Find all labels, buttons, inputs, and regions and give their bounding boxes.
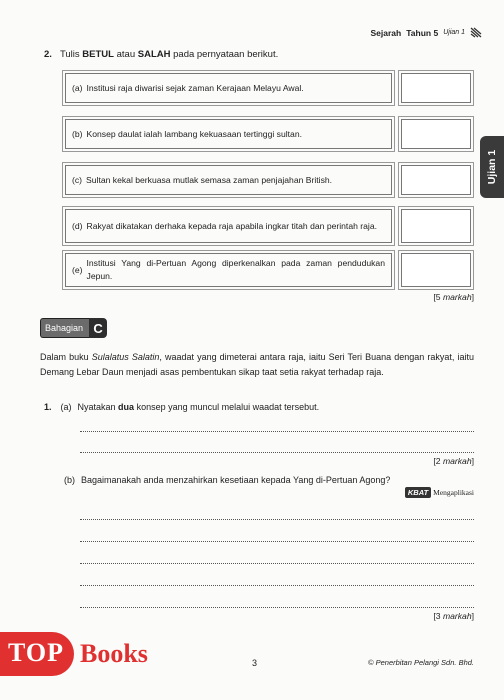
kbat-skill: Mengaplikasi bbox=[433, 488, 474, 497]
passage bbox=[40, 350, 474, 380]
answer-line[interactable] bbox=[80, 585, 474, 586]
side-tab bbox=[480, 136, 504, 198]
answer-box[interactable] bbox=[401, 253, 471, 287]
section-label: Bahagian bbox=[40, 318, 89, 338]
statement-row bbox=[62, 70, 474, 106]
statement-label: (d) bbox=[72, 220, 83, 231]
statement-label: (c) bbox=[72, 174, 83, 185]
betul-word: BETUL bbox=[82, 49, 114, 60]
sub-question-label: (b) bbox=[64, 475, 75, 485]
section-letter: C bbox=[89, 318, 107, 338]
marks-text: ] bbox=[471, 611, 474, 621]
answer-box[interactable] bbox=[401, 209, 471, 243]
question-number: 2. bbox=[44, 49, 52, 60]
question-text: Nyatakan bbox=[77, 402, 119, 412]
marks-text: ] bbox=[471, 456, 474, 466]
passage-text: , waadat yang dimeterai antara raja, iaitu Seri Teri Buana dengan rakyat, iaitu Demang Lebar Daun menjadi asas pembentukan sikap taat setia rakyat terhadap raja. bbox=[40, 352, 474, 377]
statement-box bbox=[65, 253, 392, 287]
marks-text: [3 bbox=[433, 611, 443, 621]
statement-text: Sultan kekal berkuasa mutlak semasa zaman penjajahan British. bbox=[86, 174, 333, 185]
year-label: Tahun 5 bbox=[406, 27, 439, 38]
answer-line[interactable] bbox=[80, 519, 474, 520]
marks-word: markah bbox=[442, 456, 472, 466]
statement-row bbox=[62, 250, 474, 290]
statement-box bbox=[65, 209, 392, 243]
statement-text: Rakyat dikatakan derhaka kepada raja apabila ingkar titah dan perintah raja. bbox=[86, 220, 377, 231]
side-tab-label: Ujian 1 bbox=[486, 149, 498, 185]
salah-word: SALAH bbox=[137, 49, 171, 60]
page-header bbox=[371, 27, 482, 38]
question-2-instruction bbox=[44, 49, 278, 60]
answer-box[interactable] bbox=[401, 119, 471, 149]
statement-text: Konsep daulat ialah lambang kekuasaan tertinggi sultan. bbox=[86, 128, 302, 139]
answer-line[interactable] bbox=[80, 607, 474, 608]
sub-question-label: (a) bbox=[60, 402, 72, 412]
passage-text: Dalam buku bbox=[40, 352, 92, 362]
marks-text: [2 bbox=[433, 456, 443, 466]
marks-word: markah bbox=[442, 611, 472, 621]
marks-text: ] bbox=[471, 292, 474, 302]
publisher-mark-icon bbox=[470, 27, 482, 38]
statement-box bbox=[65, 165, 392, 195]
answer-line[interactable] bbox=[80, 431, 474, 432]
statement-box bbox=[65, 119, 392, 149]
page-number: 3 bbox=[252, 658, 258, 668]
kbat-tag bbox=[405, 487, 474, 498]
question-text: konsep yang muncul melalui waadat tersebut. bbox=[134, 402, 320, 412]
instruction-text: atau bbox=[113, 49, 138, 60]
answer-line[interactable] bbox=[80, 563, 474, 564]
answer-box[interactable] bbox=[401, 73, 471, 103]
answer-line[interactable] bbox=[80, 452, 474, 453]
marks-label bbox=[433, 456, 474, 466]
question-text: Bagaimanakah anda menzahirkan kesetiaan kepada Yang di-Pertuan Agong? bbox=[81, 475, 391, 485]
section-badge bbox=[40, 318, 107, 338]
topbooks-logo bbox=[0, 632, 148, 676]
statement-row bbox=[62, 116, 474, 152]
marks-label bbox=[433, 611, 474, 621]
question-1a bbox=[44, 402, 319, 412]
kbat-badge: KBAT bbox=[405, 487, 431, 498]
marks-label bbox=[433, 292, 474, 302]
question-number: 1. bbox=[44, 402, 52, 412]
statement-text: Institusi Yang di-Pertuan Agong diperkenalkan pada zaman pendudukan Jepun. bbox=[86, 258, 385, 281]
logo-top: TOP bbox=[0, 632, 74, 676]
book-title: Sulalatus Salatin bbox=[91, 352, 160, 362]
instruction-text: Tulis bbox=[59, 49, 83, 60]
answer-line[interactable] bbox=[80, 541, 474, 542]
question-1b bbox=[64, 475, 390, 485]
copyright: © Penerbitan Pelangi Sdn. Bhd. bbox=[367, 658, 474, 667]
test-label: Ujian 1 bbox=[443, 29, 465, 36]
answer-box[interactable] bbox=[401, 165, 471, 195]
statement-text: Institusi raja diwarisi sejak zaman Kerajaan Melayu Awal. bbox=[86, 82, 304, 93]
logo-books: Books bbox=[79, 639, 148, 668]
marks-text: [5 bbox=[433, 292, 443, 302]
statement-label: (b) bbox=[72, 128, 83, 139]
statement-row bbox=[62, 206, 474, 246]
question-bold: dua bbox=[118, 402, 135, 412]
statement-label: (a) bbox=[72, 82, 83, 93]
subject-label: Sejarah bbox=[370, 27, 402, 38]
marks-word: markah bbox=[442, 292, 472, 302]
statement-row bbox=[62, 162, 474, 198]
statement-label: (e) bbox=[72, 264, 83, 275]
instruction-text: pada pernyataan berikut. bbox=[170, 49, 279, 60]
statement-box bbox=[65, 73, 392, 103]
